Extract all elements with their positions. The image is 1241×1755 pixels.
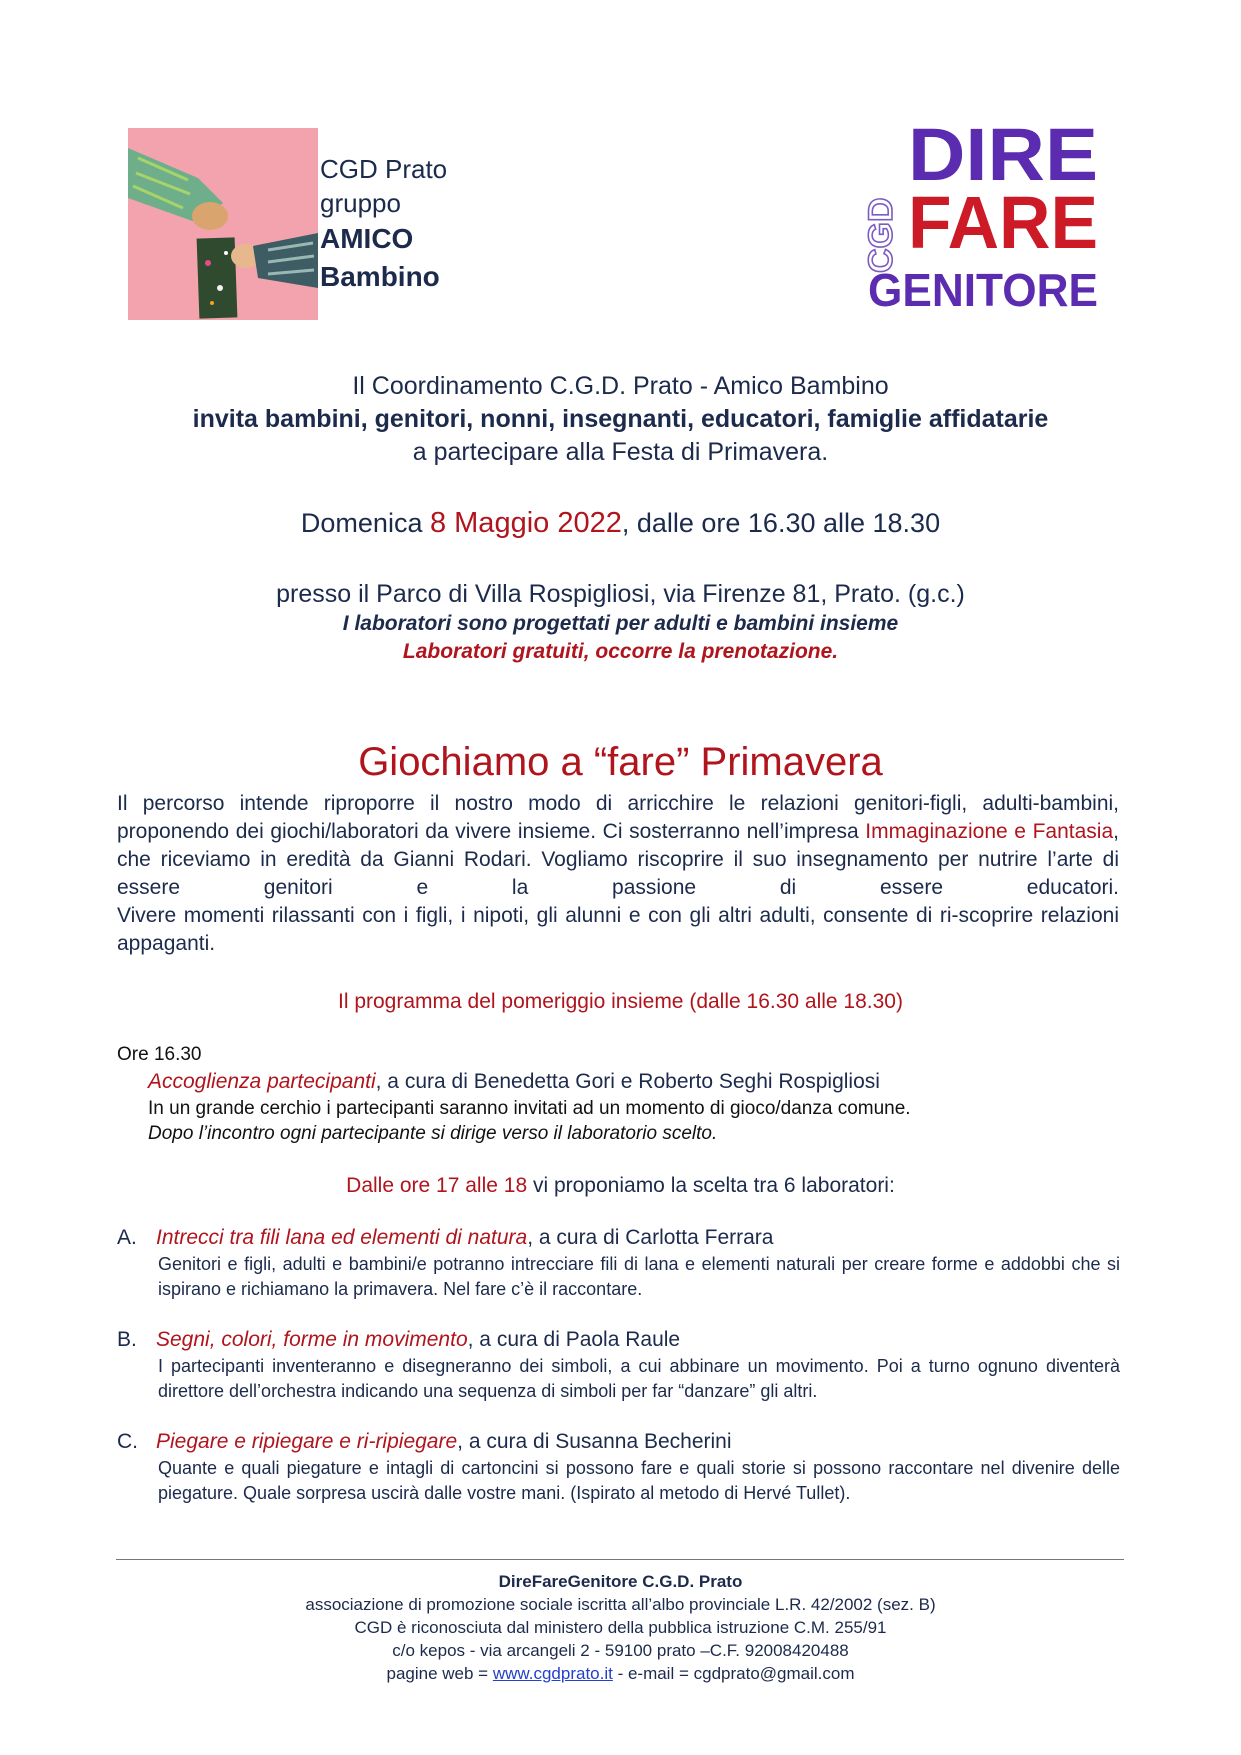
lab-description: Quante e quali piegature e intagli di cartoncini si possono fare e quali storie si possono raccontare nel divenire delle piegature. Quale sorpresa uscirà dalle vostre mani. (Ispirato al metodo di Hervé Tullet). — [158, 1458, 1120, 1503]
logo-side-text: CGD — [862, 197, 900, 273]
footer-contact — [0, 1662, 1241, 1685]
website-link[interactable]: www.cgdprato.it — [492, 1664, 613, 1683]
footer-line-2: CGD è riconosciuta dal ministero della pubblica istruzione C.M. 255/91 — [354, 1618, 887, 1637]
description-part-2: , che riceviamo in eredità da Gianni Rodari. Vogliamo riscoprire il suo insegnamento per nutrire l’arte di essere genitori e la passione di essere educatori. — [117, 820, 1119, 899]
intro-line-1: Il Coordinamento C.G.D. Prato - Amico Bambino — [352, 372, 889, 400]
page-title: Giochiamo a “fare” Primavera — [358, 740, 883, 784]
description-paragraph-1 — [117, 790, 1119, 899]
org-line-3: AMICO — [320, 223, 414, 254]
date-prefix: Domenica — [300, 508, 430, 538]
welcome-by: , a cura di Benedetta Gori e Roberto Seghi Rospigliosi — [375, 1070, 880, 1093]
labs-intro-text: vi proponiamo la scelta tra 6 laboratori: — [527, 1174, 895, 1197]
lab-description: I partecipanti inventeranno e disegneranno dei simboli, a cui abbinare un movimento. Poi a turno ognuno diventerà direttore dell’orchestra indicando una sequenza di simboli per far “danzare” gli altri. — [158, 1356, 1120, 1401]
logo-line-dire: DIRE — [908, 113, 1098, 196]
date-suffix: , dalle ore 16.30 alle 18.30 — [621, 508, 941, 538]
lab-by: , a cura di Susanna Becherini — [457, 1430, 732, 1453]
program-heading: Il programma del pomeriggio insieme (dalle 16.30 alle 18.30) — [338, 990, 903, 1013]
date-highlight: 8 Maggio 2022 — [429, 507, 622, 539]
dire-fare-genitore-logo — [858, 113, 1108, 318]
lab-by: , a cura di Paola Raule — [467, 1328, 681, 1351]
venue-note: I laboratori sono progettati per adulti e bambini insieme — [342, 612, 899, 635]
lab-letter: A. — [117, 1226, 137, 1249]
welcome-title: Accoglienza partecipanti — [148, 1070, 376, 1093]
venue-line: presso il Parco di Villa Rospigliosi, via Firenze 81, Prato. (g.c.) — [276, 580, 965, 608]
description-part-1: Il percorso intende riproporre il nostro modo di arricchire le relazioni genitori-figli, adulti-bambini, proponendo dei giochi/laboratori da vivere insieme. Ci sosterranno nell’impresa — [117, 792, 1119, 843]
lab-letter: C. — [117, 1430, 138, 1453]
labs-intro-time: Dalle ore 17 alle 18 — [346, 1174, 528, 1197]
lab-description: Genitori e figli, adulti e bambini/e potranno intrecciare fili di lana e elementi naturali per creare forme e addobbi che si ispirano e richiamano la primavera. Nel fare c’è il raccontare. — [158, 1254, 1120, 1299]
org-line-4: Bambino — [320, 261, 440, 292]
logo-line-fare: FARE — [908, 181, 1098, 264]
org-line-1: CGD Prato — [320, 154, 448, 184]
booking-note: Laboratori gratuiti, occorre la prenotazione. — [402, 640, 839, 663]
intro-line-3: a partecipare alla Festa di Primavera. — [412, 438, 829, 466]
labs-intro — [0, 1172, 1241, 1200]
welcome-desc-2: Dopo l’incontro ogni partecipante si dirige verso il laboratorio scelto. — [148, 1123, 718, 1144]
description-paragraph-2: Vivere momenti rilassanti con i figli, i nipoti, gli alunni e con gli altri adulti, consente di ri-scoprire relazioni appaganti. — [117, 904, 1119, 955]
lab-heading — [156, 1428, 1136, 1456]
lab-letter: B. — [117, 1328, 137, 1351]
footer-org-name: DireFareGenitore C.G.D. Prato — [498, 1572, 743, 1591]
welcome-heading — [148, 1068, 1128, 1096]
footer-divider — [116, 1559, 1124, 1560]
lab-title: Intrecci tra fili lana ed elementi di natura — [156, 1226, 528, 1249]
org-name-block — [320, 152, 447, 296]
footer-line-3: c/o kepos - via arcangeli 2 - 59100 prato –C.F. 92008420488 — [392, 1641, 849, 1660]
footer-web-label: pagine web = — [386, 1664, 493, 1683]
lab-title: Segni, colori, forme in movimento — [156, 1328, 468, 1351]
lab-heading — [156, 1326, 1136, 1354]
event-date — [0, 506, 1241, 540]
footer-line-1: associazione di promozione sociale iscritta all’albo provinciale L.R. 42/2002 (sez. B) — [305, 1595, 936, 1614]
program-time: Ore 16.30 — [117, 1044, 202, 1065]
org-line-2: gruppo — [320, 188, 401, 218]
welcome-desc-1: In un grande cerchio i partecipanti saranno invitati ad un momento di gioco/danza comune. — [148, 1098, 911, 1119]
description-highlight: Immaginazione e Fantasia — [865, 820, 1114, 843]
logo-line-genitore: GENITORE — [868, 264, 1098, 316]
lab-title: Piegare e ripiegare e ri-ripiegare — [156, 1430, 458, 1453]
lab-by: , a cura di Carlotta Ferrara — [527, 1226, 774, 1249]
footer-email: - e-mail = cgdprato@gmail.com — [612, 1664, 855, 1683]
intro-line-2: invita bambini, genitori, nonni, insegnanti, educatori, famiglie affidatarie — [192, 405, 1049, 433]
lab-heading — [156, 1224, 1136, 1252]
amico-bambino-logo — [128, 128, 318, 320]
